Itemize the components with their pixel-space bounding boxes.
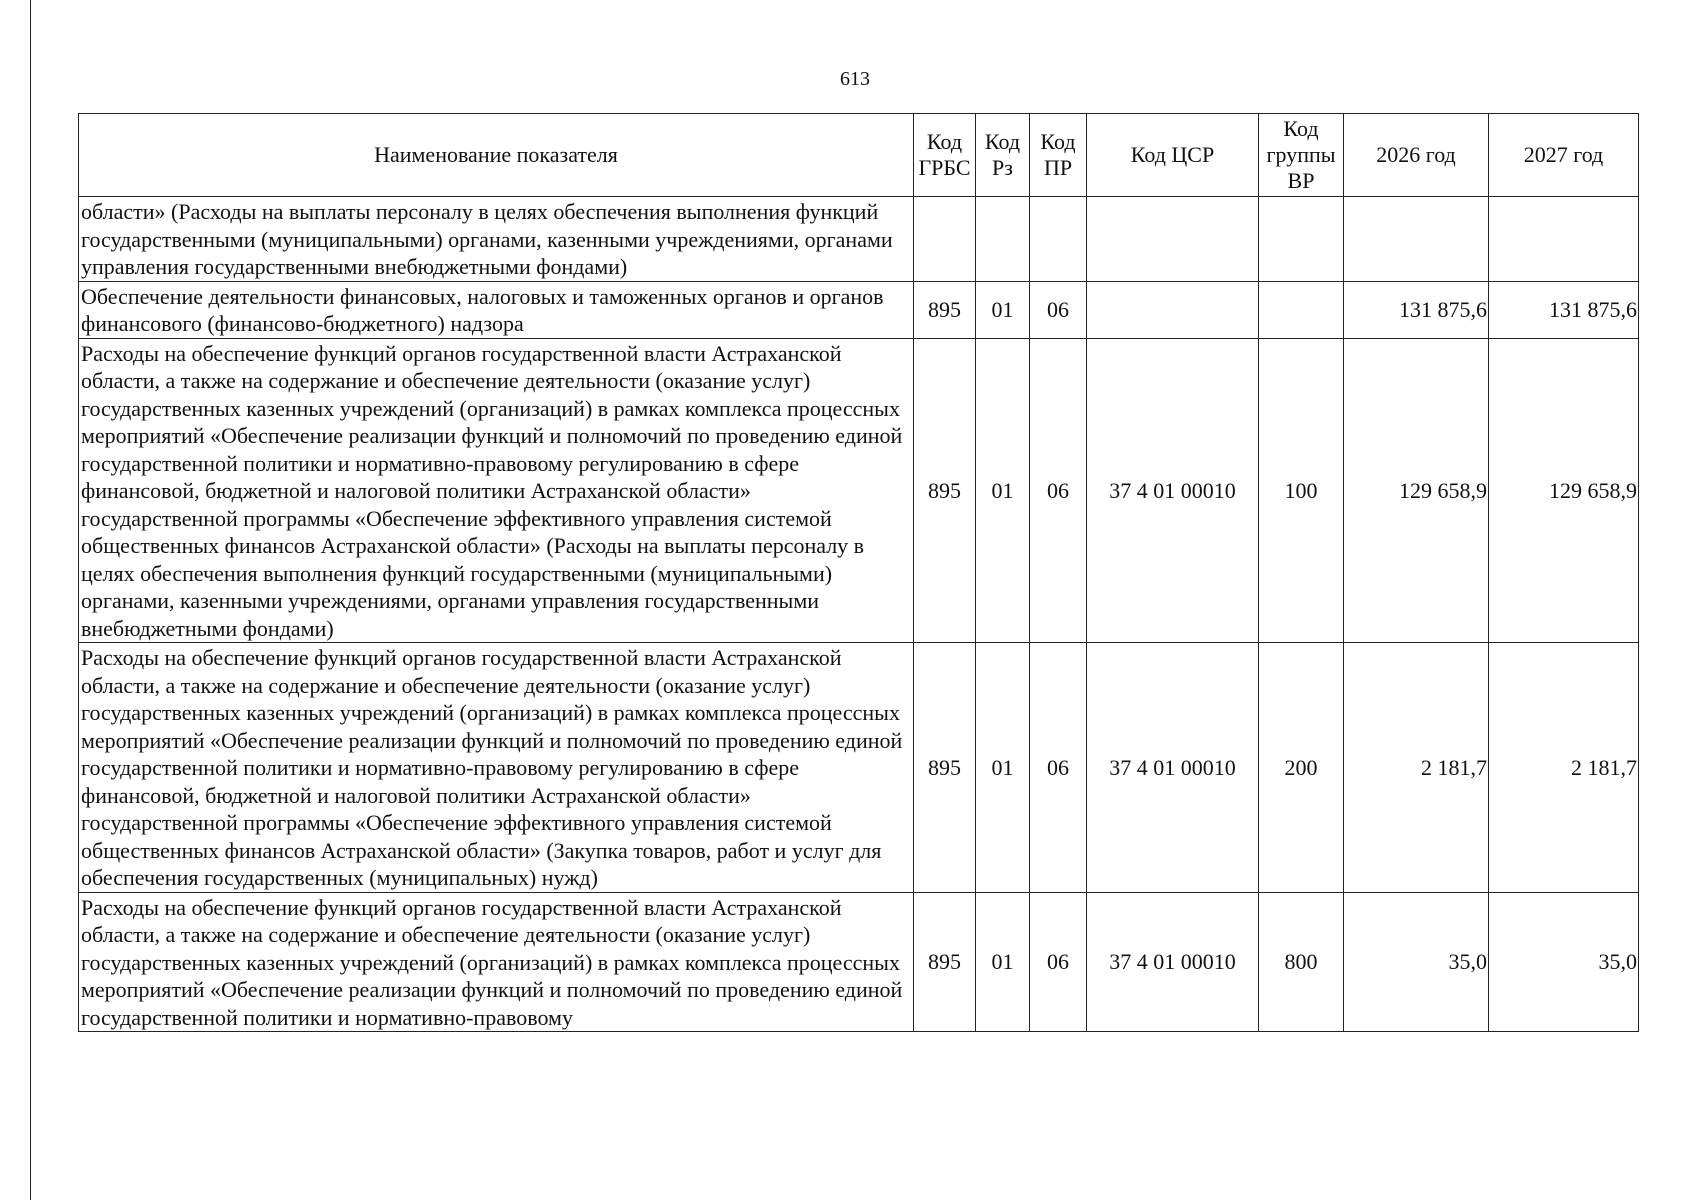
- row-pr: 06: [1030, 643, 1087, 893]
- budget-table: [78, 113, 1639, 1032]
- row-grbs: [914, 197, 976, 282]
- row-2027: 2 181,7: [1489, 643, 1639, 893]
- table-row: [79, 892, 1639, 1032]
- row-grbs: 895: [914, 338, 976, 643]
- header-row: [79, 114, 1639, 197]
- row-2027: 131 875,6: [1489, 281, 1639, 338]
- row-grbs: 895: [914, 643, 976, 893]
- row-rz: 01: [976, 281, 1030, 338]
- table-row: [79, 281, 1639, 338]
- row-vr: [1259, 197, 1344, 282]
- table-row: [79, 643, 1639, 893]
- row-grbs: 895: [914, 892, 976, 1032]
- header-name: Наименование показателя: [79, 114, 914, 197]
- row-pr: 06: [1030, 892, 1087, 1032]
- table-row: [79, 338, 1639, 643]
- row-name: Обеспечение деятельности финансовых, налоговых и таможенных органов и органов финансового (финансово-бюджетного) надзора: [79, 281, 914, 338]
- row-vr: 200: [1259, 643, 1344, 893]
- table-row: [79, 197, 1639, 282]
- row-rz: 01: [976, 338, 1030, 643]
- row-pr: 06: [1030, 338, 1087, 643]
- row-pr: 06: [1030, 281, 1087, 338]
- table-body: [79, 197, 1639, 1032]
- header-csr: Код ЦСР: [1087, 114, 1259, 197]
- row-vr: 100: [1259, 338, 1344, 643]
- row-2027: 35,0: [1489, 892, 1639, 1032]
- row-2027: [1489, 197, 1639, 282]
- page-number: 613: [840, 68, 870, 90]
- row-2026: 129 658,9: [1344, 338, 1489, 643]
- row-name: Расходы на обеспечение функций органов государственной власти Астраханской области, а также на содержание и обеспечение деятельности (оказание услуг) государственных казенных учреждений (организаций) в рамках комплекса процессных мероприятий «Обеспечение реализации функций и полномочий по проведению единой государственной политики и нормативно-правовому регулированию в сфере финансовой, бюджетной и налоговой политики Астраханской области» государственной программы «Обеспечение эффективного управления системой общественных финансов Астраханской области» (Закупка товаров, работ и услуг для обеспечения государственных (муниципальных) нужд): [79, 643, 914, 893]
- row-vr: 800: [1259, 892, 1344, 1032]
- row-2026: 35,0: [1344, 892, 1489, 1032]
- row-csr: 37 4 01 00010: [1087, 338, 1259, 643]
- header-rz: Код Рз: [976, 114, 1030, 197]
- row-2026: [1344, 197, 1489, 282]
- row-grbs: 895: [914, 281, 976, 338]
- row-rz: 01: [976, 892, 1030, 1032]
- row-2026: 131 875,6: [1344, 281, 1489, 338]
- row-csr: [1087, 281, 1259, 338]
- header-2026: 2026 год: [1344, 114, 1489, 197]
- row-rz: 01: [976, 643, 1030, 893]
- row-2026: 2 181,7: [1344, 643, 1489, 893]
- row-csr: [1087, 197, 1259, 282]
- row-name: области» (Расходы на выплаты персоналу в целях обеспечения выполнения функций государственными (муниципальными) органами, казенными учреждениями, органами управления государственными внебюджетными фондами): [79, 197, 914, 282]
- row-csr: 37 4 01 00010: [1087, 892, 1259, 1032]
- row-name: Расходы на обеспечение функций органов государственной власти Астраханской области, а также на содержание и обеспечение деятельности (оказание услуг) государственных казенных учреждений (организаций) в рамках комплекса процессных мероприятий «Обеспечение реализации функций и полномочий по проведению единой государственной политики и нормативно-правовому регулированию в сфере финансовой, бюджетной и налоговой политики Астраханской области» государственной программы «Обеспечение эффективного управления системой общественных финансов Астраханской области» (Расходы на выплаты персоналу в целях обеспечения выполнения функций государственными (муниципальными) органами, казенными учреждениями, органами управления государственными внебюджетными фондами): [79, 338, 914, 643]
- table-header: [79, 114, 1639, 197]
- row-vr: [1259, 281, 1344, 338]
- header-vr: Код группы ВР: [1259, 114, 1344, 197]
- row-name: Расходы на обеспечение функций органов государственной власти Астраханской области, а также на содержание и обеспечение деятельности (оказание услуг) государственных казенных учреждений (организаций) в рамках комплекса процессных мероприятий «Обеспечение реализации функций и полномочий по проведению единой государственной политики и нормативно-правовому: [79, 892, 914, 1032]
- row-2027: 129 658,9: [1489, 338, 1639, 643]
- header-grbs: Код ГРБС: [914, 114, 976, 197]
- row-pr: [1030, 197, 1087, 282]
- row-csr: 37 4 01 00010: [1087, 643, 1259, 893]
- header-2027: 2027 год: [1489, 114, 1639, 197]
- page-margin-rule: [30, 0, 31, 1200]
- row-rz: [976, 197, 1030, 282]
- header-pr: Код ПР: [1030, 114, 1087, 197]
